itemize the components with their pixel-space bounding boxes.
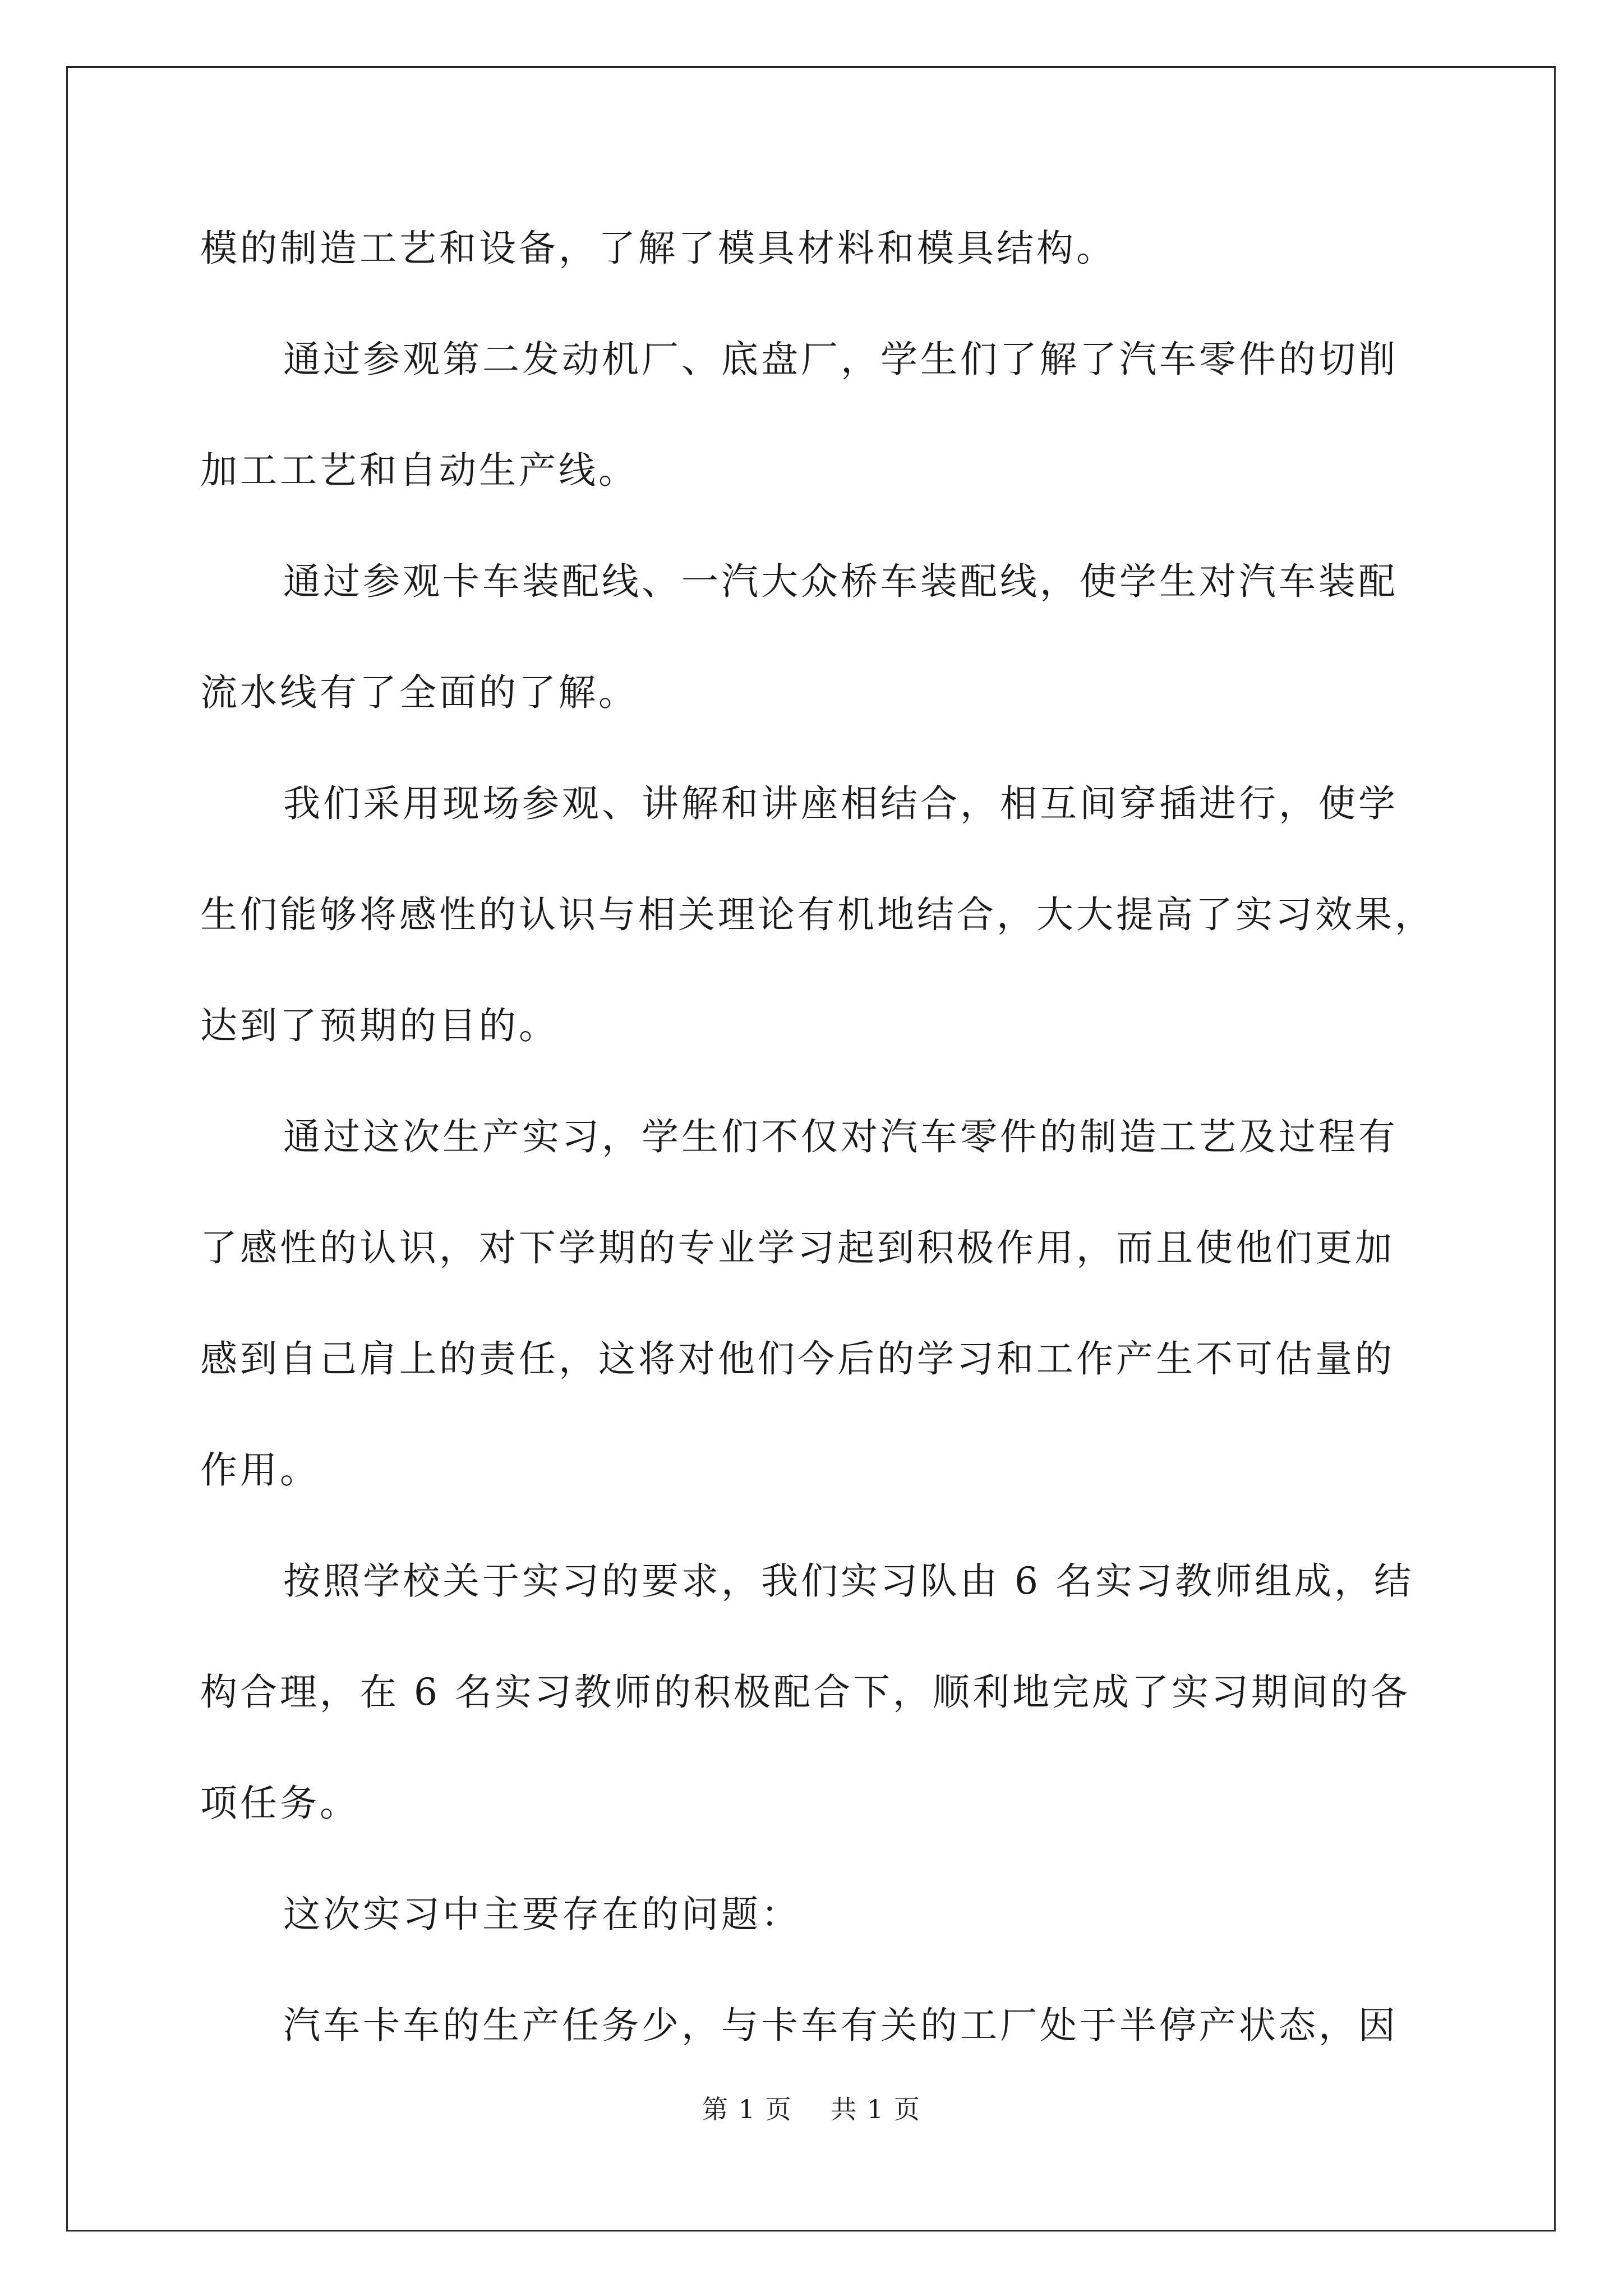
text-line: 项任务。	[200, 1782, 359, 1825]
text-line: 作用。	[200, 1448, 320, 1492]
text-line: 达到了预期的目的。	[200, 1004, 559, 1047]
text-line: 汽车卡车的生产任务少，与卡车有关的工厂处于半停产状态，因	[283, 2004, 1398, 2047]
text-line: 通过参观第二发动机厂、底盘厂，学生们了解了汽车零件的切削	[283, 338, 1398, 381]
page-number: 第 1 页	[702, 2094, 792, 2124]
text-line: 通过这次生产实习，学生们不仅对汽车零件的制造工艺及过程有	[283, 1115, 1398, 1158]
text-line: 这次实习中主要存在的问题：	[283, 1893, 801, 1936]
text-line: 感到自己肩上的责任，这将对他们今后的学习和工作产生不可估量的	[200, 1337, 1395, 1381]
text-line: 通过参观卡车装配线、一汽大众桥车装配线，使学生对汽车装配	[283, 560, 1398, 603]
text-line: 我们采用现场参观、讲解和讲座相结合，相互间穿插进行，使学	[283, 782, 1398, 825]
text-line: 模的制造工艺和设备，了解了模具材料和模具结构。	[200, 227, 1116, 270]
text-line: 构合理，在 6 名实习教师的积极配合下，顺利地完成了实习期间的各	[200, 1671, 1410, 1714]
text-line: 了感性的认识，对下学期的专业学习起到积极作用，而且使他们更加	[200, 1226, 1395, 1269]
text-line: 加工工艺和自动生产线。	[200, 449, 638, 492]
document-body	[200, 208, 1434, 2096]
text-line: 按照学校关于实习的要求，我们实习队由 6 名实习教师组成，结	[283, 1559, 1414, 1603]
text-line: 生们能够将感性的认识与相关理论有机地结合，大大提高了实习效果，	[200, 893, 1435, 936]
text-line: 流水线有了全面的了解。	[200, 671, 638, 714]
page-total: 共 1 页	[831, 2094, 921, 2124]
page-footer	[0, 2092, 1623, 2126]
